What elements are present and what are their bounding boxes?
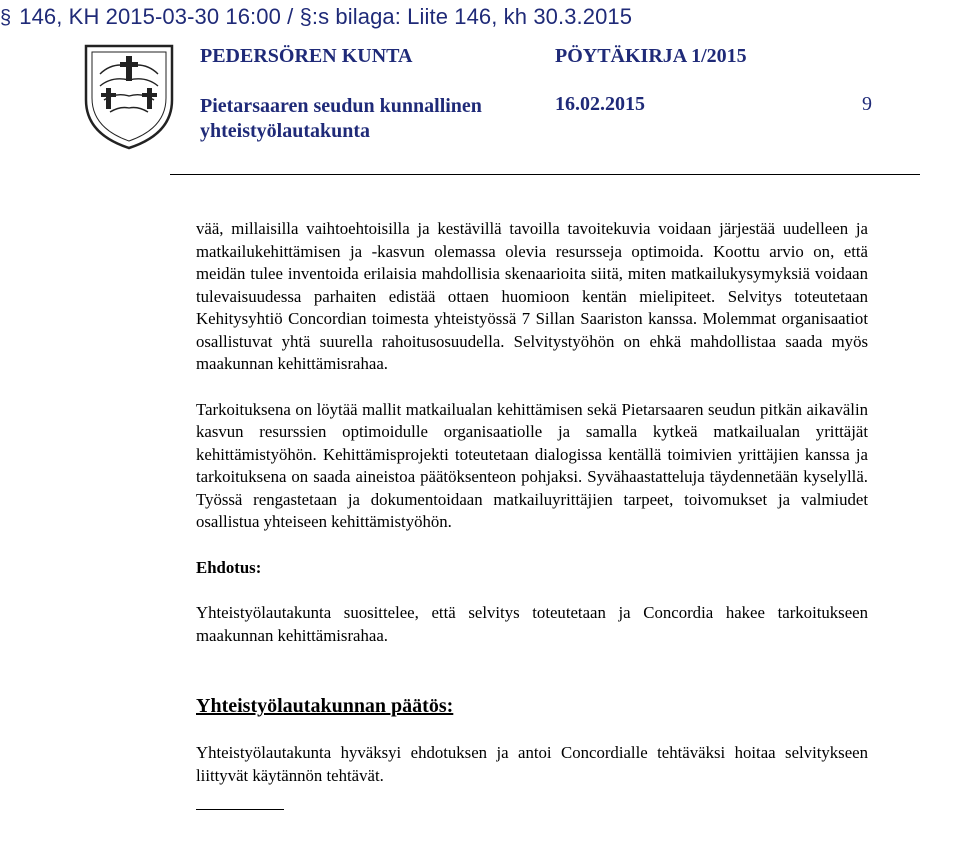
breadcrumb	[0, 4, 632, 30]
organization-name: PEDERSÖREN KUNTA	[200, 45, 413, 67]
paragraph-2: Tarkoituksena on löytää mallit matkailualan kehittämisen sekä Pietarsaaren seudun pitkän aikavälin kasvun resurssien optimoidulle organisaatiolle ja samalla kytkeä matkailualan yrittäjät kehittämistyöhön. Kehittämisprojekti toteutetaan dialogissa kentällä toimivien yrittäjien kanssa ja tarkoituksena on saada aineistoa päätöksenteon pohjaksi. Syvähaastatteluja täydennetään kyselyllä. Työssä rengastetaan ja dokumentoidaan matkailuyrittäjien tarpeet, toivomukset ja valmiudet osallistua yhteiseen kehittämistyöhön.	[196, 399, 868, 531]
proposal-text: Yhteistyölautakunta suosittelee, että selvitys toteutetaan ja Concordia hakee tarkoitukseen maakunnan kehittämisrahaa.	[196, 603, 868, 645]
meeting-date: 16.02.2015	[555, 93, 645, 115]
document-body	[196, 218, 868, 810]
paragraph-1: vää, millaisilla vaihtoehtoisilla ja kestävillä tavoilla tavoitekuvia voidaan järjestää uudelleen ja matkailukehittämisen ja -kasvun olemassa olevia resursseja optimoida. Koottu arvio on, että meidän tulee inventoida erilaisia mahdollisia skenaarioita siitä, miten matkailukysymyksiä voidaan tulevaisuudessa parhaiten edistää ottaen huomioon kentän mielipiteet. Selvitys toteutetaan Kehitysyhtiö Concordian toimesta yhteistyössä 7 Sillan Saariston kanssa. Molemmat organisaatiot osallistuvat yhtä suurella rahoitusosuudella. Selvitystyöhön on ehkä mahdollistaa saada myös maakunnan kehittämisrahaa.	[196, 219, 868, 373]
decision-text: Yhteistyölautakunta hyväksyi ehdotuksen ja antoi Concordialle tehtäväksi hoitaa selvitykseen liittyvät käytännön tehtävät.	[196, 743, 868, 785]
proposal-heading: Ehdotus:	[196, 557, 262, 577]
committee-name-line-1: Pietarsaaren seudun kunnallinen	[200, 95, 482, 117]
municipal-coat-of-arms-icon	[82, 42, 176, 152]
decision-heading: Yhteistyölautakunnan päätös:	[196, 695, 454, 717]
breadcrumb-text: 146, KH 2015-03-30 16:00 / §:s bilaga: Liite 146, kh 30.3.2015	[19, 4, 633, 29]
page-number: 9	[862, 93, 872, 115]
section-sign: §	[0, 7, 12, 29]
committee-name	[200, 94, 482, 144]
document-title: PÖYTÄKIRJA 1/2015	[555, 45, 747, 67]
committee-name-line-2: yhteistyölautakunta	[200, 120, 371, 142]
end-rule	[196, 809, 284, 810]
header-divider	[170, 174, 920, 175]
